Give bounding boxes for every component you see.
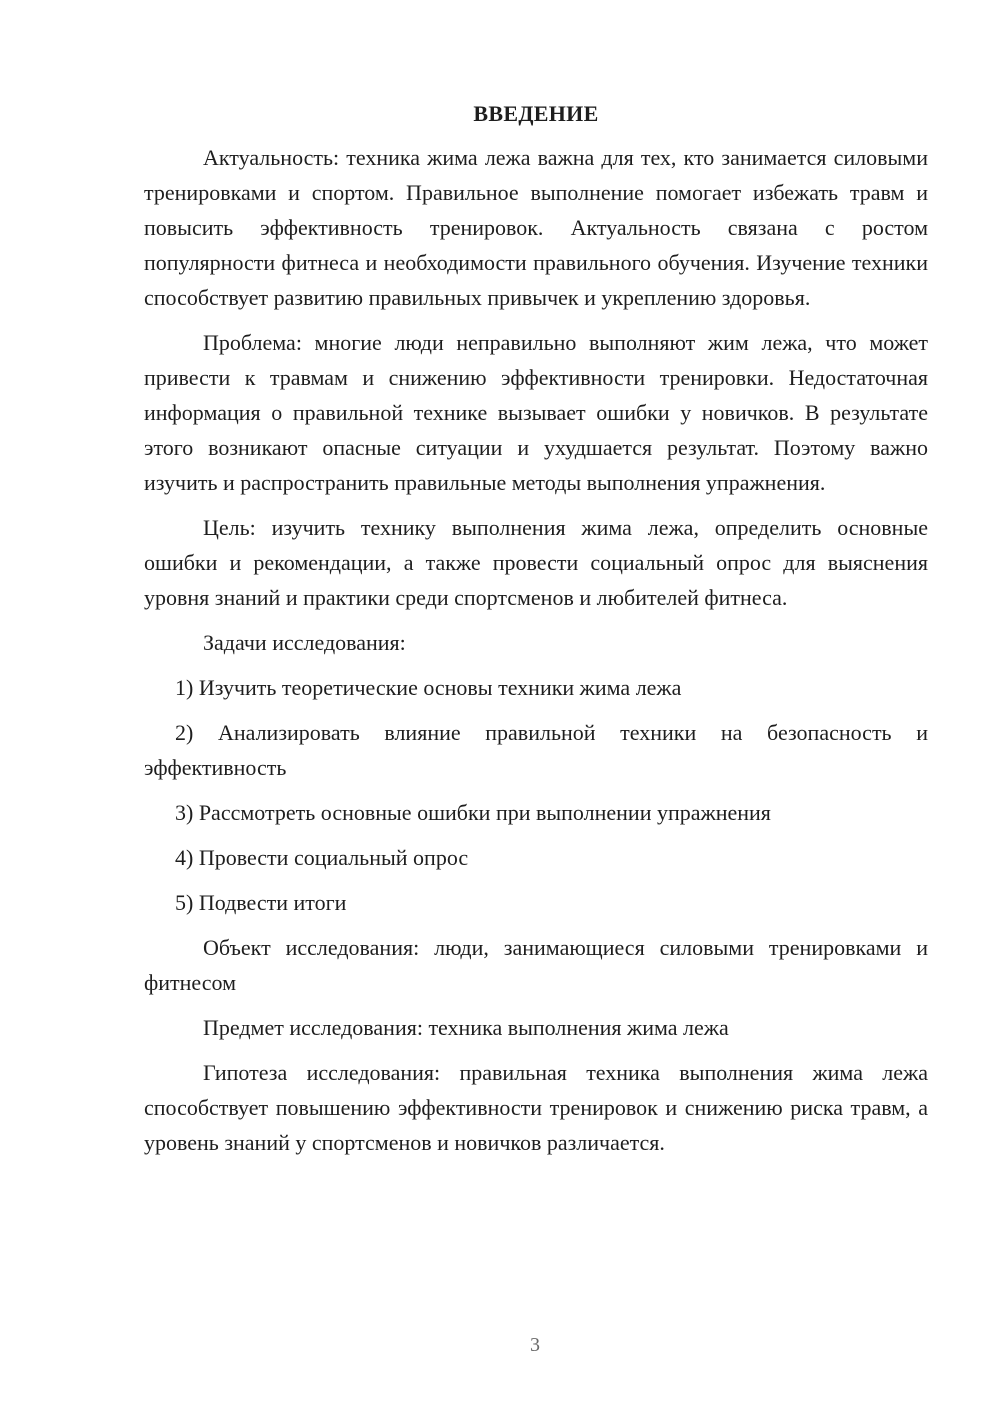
section-heading: ВВЕДЕНИЕ bbox=[473, 101, 599, 126]
tasks-title: Задачи исследования: bbox=[203, 630, 406, 655]
task-item: 4) Провести социальный опрос bbox=[175, 845, 469, 870]
task-item: 2) Анализировать влияние правильной техники на безопасность и эффективность bbox=[144, 720, 928, 780]
object-paragraph: Объект исследования: люди, занимающиеся силовыми тренировками и фитнесом bbox=[144, 935, 928, 995]
task-item: 3) Рассмотреть основные ошибки при выполнении упражнения bbox=[175, 800, 771, 825]
task-item: 5) Подвести итоги bbox=[175, 890, 347, 915]
hypothesis-paragraph: Гипотеза исследования: правильная техника выполнения жима лежа способствует повышению эффективности тренировок и снижению риска травм, а уровень знаний у спортсменов и новичков различается. bbox=[144, 1060, 928, 1155]
document-body bbox=[144, 96, 928, 1170]
subject-paragraph: Предмет исследования: техника выполнения жима лежа bbox=[203, 1015, 729, 1040]
relevance-paragraph: Актуальность: техника жима лежа важна для тех, кто занимается силовыми тренировками и спортом. Правильное выполнение помогает избежать травм и повысить эффективность тренировок. Актуальность связана с ростом популярности фитнеса и необходимости правильного обучения. Изучение техники способствует развитию правильных привычек и укреплению здоровья. bbox=[144, 145, 928, 310]
problem-paragraph: Проблема: многие люди неправильно выполняют жим лежа, что может привести к травмам и снижению эффективности тренировки. Недостаточная информация о правильной технике вызывает ошибки у новичков. В результате этого возникают опасные ситуации и ухудшается результат. Поэтому важно изучить и распространить правильные методы выполнения упражнения. bbox=[144, 330, 928, 495]
task-item: 1) Изучить теоретические основы техники жима лежа bbox=[175, 675, 682, 700]
goal-paragraph: Цель: изучить технику выполнения жима лежа, определить основные ошибки и рекомендации, а также провести социальный опрос для выяснения уровня знаний и практики среди спортсменов и любителей фитнеса. bbox=[144, 515, 928, 610]
page-number: 3 bbox=[530, 1334, 540, 1356]
